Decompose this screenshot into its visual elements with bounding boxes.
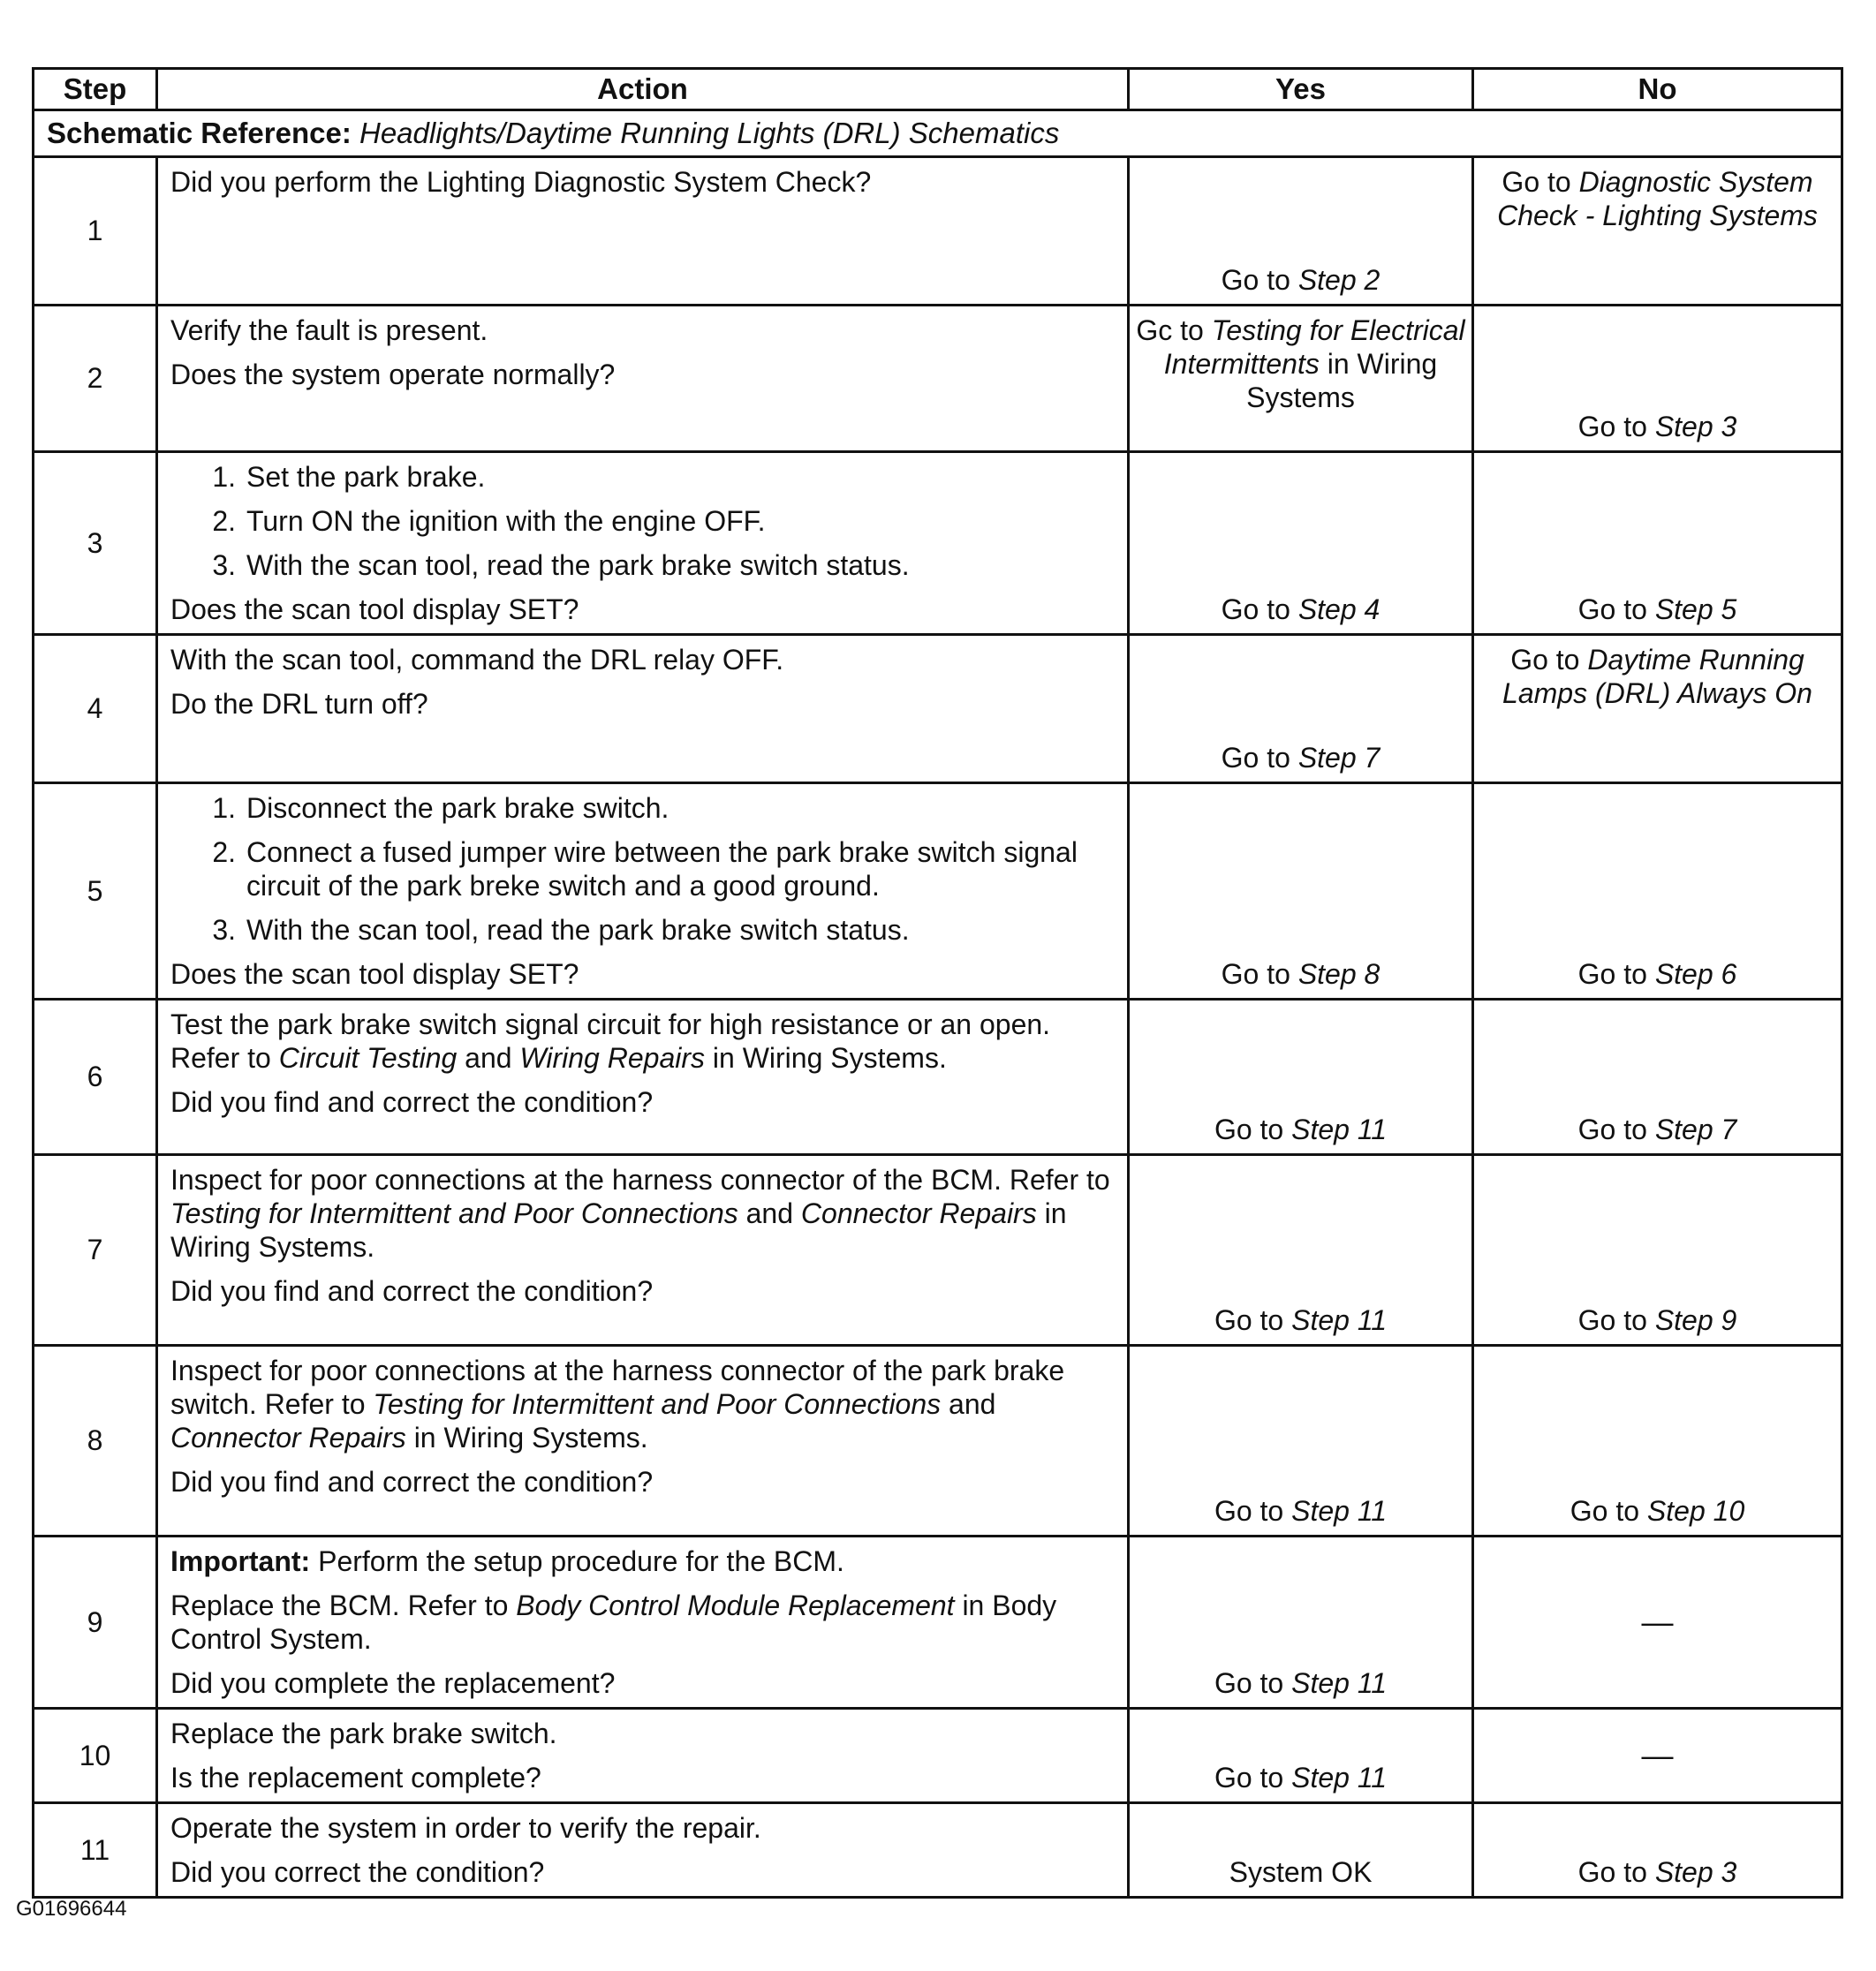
go-to-label: Go to bbox=[1577, 1856, 1647, 1888]
step-number: 4 bbox=[34, 635, 157, 783]
no-cell bbox=[1473, 1155, 1842, 1346]
go-to-label: Go to bbox=[1577, 1114, 1647, 1145]
reference-suffix: in Wiring Systems bbox=[1246, 348, 1438, 413]
instruction: With the scan tool, command the DRL relay OFF. bbox=[170, 644, 784, 676]
instruction: Inspect for poor connections at the harness connector of the BCM. Refer to Testing for Intermittent and Poor Connections and Connector Repairs in Wiring Systems. bbox=[170, 1164, 1110, 1263]
go-to-label: Go to bbox=[1221, 958, 1290, 990]
go-to-label: Go to bbox=[1510, 644, 1580, 676]
list-item: 2. Turn ON the ignition with the engine OFF. bbox=[212, 505, 766, 537]
step-row bbox=[34, 783, 1842, 1000]
list-item: 1. Set the park brake. bbox=[212, 461, 486, 493]
question: Did you find and correct the condition? bbox=[170, 1466, 654, 1498]
step-link[interactable]: Step 6 bbox=[1654, 958, 1737, 990]
yes-cell bbox=[1129, 157, 1473, 306]
go-to-label: Go to bbox=[1577, 593, 1647, 625]
step-row bbox=[34, 1000, 1842, 1155]
question: Did you correct the condition? bbox=[170, 1856, 545, 1888]
action-cell bbox=[157, 452, 1129, 635]
yes-cell bbox=[1129, 1155, 1473, 1346]
list-item: 3. With the scan tool, read the park brake switch status. bbox=[212, 914, 910, 946]
instruction: Replace the park brake switch. bbox=[170, 1718, 557, 1749]
go-to-label: Go to bbox=[1577, 958, 1647, 990]
instruction: Replace the BCM. Refer to Body Control Module Replacement in Body Control System. bbox=[170, 1590, 1057, 1655]
step-number: 1 bbox=[34, 157, 157, 306]
reference-link[interactable]: Diagnostic System Check - Lighting Systems bbox=[1497, 166, 1818, 231]
reference-link[interactable]: Wiring Repairs bbox=[519, 1042, 705, 1074]
action-cell bbox=[157, 783, 1129, 1000]
not-applicable-dash: — bbox=[1641, 1736, 1674, 1773]
step-number: 9 bbox=[34, 1537, 157, 1709]
no-cell bbox=[1473, 1803, 1842, 1898]
no-cell bbox=[1473, 783, 1842, 1000]
step-row bbox=[34, 635, 1842, 783]
step-link[interactable]: Step 11 bbox=[1291, 1495, 1388, 1527]
step-number: 3 bbox=[34, 452, 157, 635]
no-cell bbox=[1473, 306, 1842, 452]
instruction: Test the park brake switch signal circuit for high resistance or an open. Refer to Circuit Testing and Wiring Repairs in Wiring Systems. bbox=[170, 1008, 1051, 1074]
step-row bbox=[34, 157, 1842, 306]
step-link[interactable]: Step 2 bbox=[1297, 264, 1381, 296]
yes-cell bbox=[1129, 1803, 1473, 1898]
figure-id: G01696644 bbox=[16, 1897, 127, 1921]
instruction: Operate the system in order to verify the repair. bbox=[170, 1812, 761, 1844]
yes-cell bbox=[1129, 1709, 1473, 1803]
step-number: 10 bbox=[34, 1709, 157, 1803]
list-item: 2. Connect a fused jumper wire between the park brake switch signal circuit of the park breke switch and a good ground. bbox=[212, 836, 1078, 902]
question: Do the DRL turn off? bbox=[170, 688, 428, 720]
header-step: Step bbox=[34, 69, 157, 110]
go-to-label: Go to bbox=[1214, 1495, 1284, 1527]
action-cell bbox=[157, 157, 1129, 306]
go-to-label: Go to bbox=[1577, 1304, 1647, 1336]
no-cell bbox=[1473, 1537, 1842, 1709]
step-row bbox=[34, 1155, 1842, 1346]
step-number: 6 bbox=[34, 1000, 157, 1155]
reference-link[interactable]: Testing for Intermittent and Poor Connections bbox=[170, 1197, 738, 1229]
no-cell bbox=[1473, 1000, 1842, 1155]
action-cell bbox=[157, 1155, 1129, 1346]
action-cell bbox=[157, 306, 1129, 452]
step-link[interactable]: Step 4 bbox=[1297, 593, 1381, 625]
step-row bbox=[34, 1537, 1842, 1709]
question: Does the scan tool display SET? bbox=[170, 958, 579, 990]
step-link[interactable]: Step 7 bbox=[1297, 742, 1381, 774]
question: Did you complete the replacement? bbox=[170, 1667, 616, 1699]
yes-cell bbox=[1129, 306, 1473, 452]
step-row bbox=[34, 1709, 1842, 1803]
question: Did you find and correct the condition? bbox=[170, 1275, 654, 1307]
step-number: 7 bbox=[34, 1155, 157, 1346]
header-row bbox=[34, 69, 1842, 110]
result-text: System OK bbox=[1229, 1856, 1373, 1888]
step-row bbox=[34, 452, 1842, 635]
numbered-list bbox=[170, 791, 1116, 947]
header-yes: Yes bbox=[1129, 69, 1473, 110]
diagnostic-table bbox=[32, 67, 1843, 1899]
schematic-label: Schematic Reference: bbox=[47, 117, 352, 149]
not-applicable-dash: — bbox=[1641, 1603, 1674, 1640]
go-to-label: Go to bbox=[1502, 166, 1571, 198]
question: Did you perform the Lighting Diagnostic System Check? bbox=[170, 166, 872, 198]
go-to-label: Go to bbox=[1221, 742, 1290, 774]
step-row bbox=[34, 1803, 1842, 1898]
question: Does the scan tool display SET? bbox=[170, 593, 579, 625]
go-to-label: Go to bbox=[1221, 593, 1290, 625]
step-link[interactable]: Step 10 bbox=[1646, 1495, 1745, 1527]
step-link[interactable]: Step 3 bbox=[1654, 1856, 1737, 1888]
reference-link[interactable]: Connector Repairs bbox=[170, 1422, 406, 1454]
step-link[interactable]: Step 11 bbox=[1291, 1762, 1388, 1794]
reference-link[interactable]: Circuit Testing bbox=[278, 1042, 458, 1074]
numbered-list bbox=[170, 460, 1116, 582]
step-number: 5 bbox=[34, 783, 157, 1000]
action-cell bbox=[157, 1709, 1129, 1803]
header-no: No bbox=[1473, 69, 1842, 110]
reference-link[interactable]: Testing for Intermittent and Poor Connections bbox=[373, 1388, 942, 1420]
question: Does the system operate normally? bbox=[170, 359, 616, 390]
go-to-label: Go to bbox=[1577, 411, 1647, 442]
yes-cell bbox=[1129, 452, 1473, 635]
step-link[interactable]: Step 5 bbox=[1654, 593, 1737, 625]
step-row bbox=[34, 1346, 1842, 1537]
question: Did you find and correct the condition? bbox=[170, 1086, 654, 1118]
step-link[interactable]: Step 11 bbox=[1291, 1304, 1388, 1336]
go-to-label: Go to bbox=[1214, 1304, 1284, 1336]
schematic-reference-row bbox=[34, 110, 1842, 157]
step-number: 8 bbox=[34, 1346, 157, 1537]
instruction: Verify the fault is present. bbox=[170, 314, 488, 346]
reference-link[interactable]: Testing for Electrical Intermittents bbox=[1163, 314, 1465, 380]
no-cell bbox=[1473, 1709, 1842, 1803]
step-link[interactable]: Step 11 bbox=[1291, 1114, 1388, 1145]
no-cell bbox=[1473, 452, 1842, 635]
action-cell bbox=[157, 1000, 1129, 1155]
list-item: 3. With the scan tool, read the park brake switch status. bbox=[212, 549, 910, 581]
action-cell bbox=[157, 1803, 1129, 1898]
list-item: 1. Disconnect the park brake switch. bbox=[212, 792, 669, 824]
step-row bbox=[34, 306, 1842, 452]
reference-link[interactable]: Daytime Running Lamps (DRL) Always On bbox=[1502, 644, 1812, 709]
go-to-label: Go to bbox=[1221, 264, 1290, 296]
action-cell bbox=[157, 635, 1129, 783]
go-to-label: Go to bbox=[1214, 1667, 1284, 1699]
important-label: Important: bbox=[170, 1545, 311, 1577]
step-link[interactable]: Step 9 bbox=[1654, 1304, 1737, 1336]
yes-cell bbox=[1129, 1000, 1473, 1155]
reference-link[interactable]: Connector Repairs bbox=[800, 1197, 1037, 1229]
step-link[interactable]: Step 7 bbox=[1654, 1114, 1737, 1145]
reference-link[interactable]: Body Control Module Replacement bbox=[516, 1590, 955, 1621]
yes-cell bbox=[1129, 1346, 1473, 1537]
schematic-reference bbox=[34, 110, 1842, 157]
go-to-label: Go to bbox=[1570, 1495, 1640, 1527]
header-action: Action bbox=[157, 69, 1129, 110]
step-number: 11 bbox=[34, 1803, 157, 1898]
go-to-label: Go to bbox=[1214, 1114, 1284, 1145]
action-cell bbox=[157, 1537, 1129, 1709]
step-link[interactable]: Step 11 bbox=[1291, 1667, 1388, 1699]
important-note: Important: Perform the setup procedure for the BCM. bbox=[170, 1545, 844, 1577]
no-cell bbox=[1473, 157, 1842, 306]
step-number: 2 bbox=[34, 306, 157, 452]
step-link[interactable]: Step 3 bbox=[1654, 411, 1737, 442]
no-cell bbox=[1473, 1346, 1842, 1537]
step-link[interactable]: Step 8 bbox=[1297, 958, 1381, 990]
instruction: Inspect for poor connections at the harness connector of the park brake switch. Refer to Testing for Intermittent and Poor Connections and Connector Repairs in Wiring Systems. bbox=[170, 1355, 1065, 1454]
question: Is the replacement complete? bbox=[170, 1762, 541, 1794]
yes-cell bbox=[1129, 783, 1473, 1000]
schematic-link[interactable]: Headlights/Daytime Running Lights (DRL) Schematics bbox=[359, 117, 1060, 149]
yes-cell bbox=[1129, 635, 1473, 783]
go-to-label: Go to bbox=[1214, 1762, 1284, 1794]
go-to-label: Gc to bbox=[1136, 314, 1204, 346]
yes-cell bbox=[1129, 1537, 1473, 1709]
action-cell bbox=[157, 1346, 1129, 1537]
no-cell bbox=[1473, 635, 1842, 783]
